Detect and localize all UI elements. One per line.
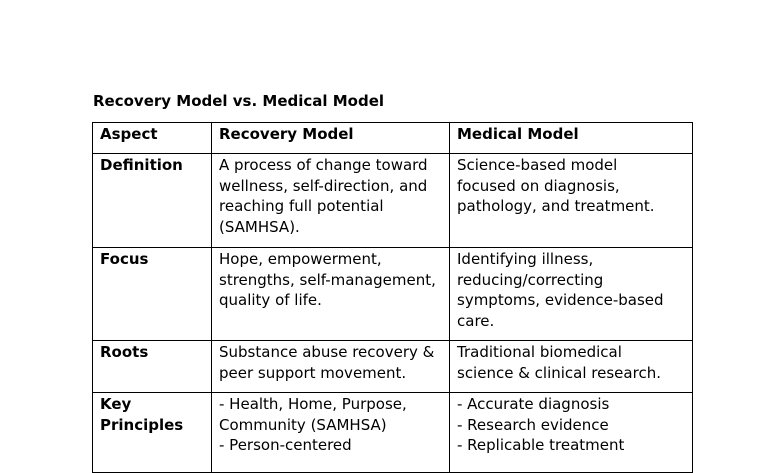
table-header-row [93,123,693,154]
table-row-definition [93,154,693,248]
table-row-key-principles [93,393,693,473]
recovery-cell [212,154,450,248]
cell-line: science & clinical research. [457,363,661,382]
aspect-cell [93,341,212,393]
cell-line: - Health, Home, Purpose, [219,395,407,413]
cell-line: (SAMHSA). [219,217,300,236]
medical-cell [450,341,693,393]
cell-line: - Research evidence [457,415,609,434]
cell-line: reaching full potential [219,197,384,216]
cell-line: Roots [100,343,149,361]
cell-line: Substance abuse recovery & [219,343,435,361]
cell-line: Community (SAMHSA) [219,415,387,434]
comparison-table [92,122,693,473]
cell-line: Principles [100,415,184,434]
cell-line: Traditional biomedical [457,343,622,361]
cell-line: quality of life. [219,291,322,310]
aspect-cell [93,154,212,248]
aspect-cell [93,393,212,473]
cell-line: reducing/correcting [457,270,604,289]
cell-line: Key [100,395,132,413]
table-row-focus [93,248,693,341]
cell-line: care. [457,311,495,330]
medical-cell [450,154,693,248]
cell-line: focused on diagnosis, [457,176,620,195]
cell-line: Definition [100,156,183,174]
cell-line: Science-based model [457,156,618,174]
medical-cell [450,393,693,473]
cell-line: Focus [100,250,149,268]
header-recovery-model: Recovery Model [212,123,450,154]
cell-line: - Accurate diagnosis [457,395,610,413]
cell-line: - Replicable treatment [457,436,625,455]
cell-line: A process of change toward [219,156,428,174]
cell-line: peer support movement. [219,363,407,382]
recovery-cell [212,248,450,341]
aspect-cell [93,248,212,341]
cell-line: pathology, and treatment. [457,197,655,216]
document-title: Recovery Model vs. Medical Model [93,92,385,110]
header-aspect: Aspect [93,123,212,154]
cell-line: symptoms, evidence-based [457,291,664,310]
recovery-cell [212,393,450,473]
recovery-cell [212,341,450,393]
cell-line: Identifying illness, [457,250,594,268]
cell-line: - Person-centered [219,436,352,455]
header-medical-model: Medical Model [450,123,693,154]
table-row-roots [93,341,693,393]
cell-line: wellness, self-direction, and [219,176,428,195]
medical-cell [450,248,693,341]
cell-line: Hope, empowerment, [219,250,382,268]
cell-line: strengths, self-management, [219,270,436,289]
